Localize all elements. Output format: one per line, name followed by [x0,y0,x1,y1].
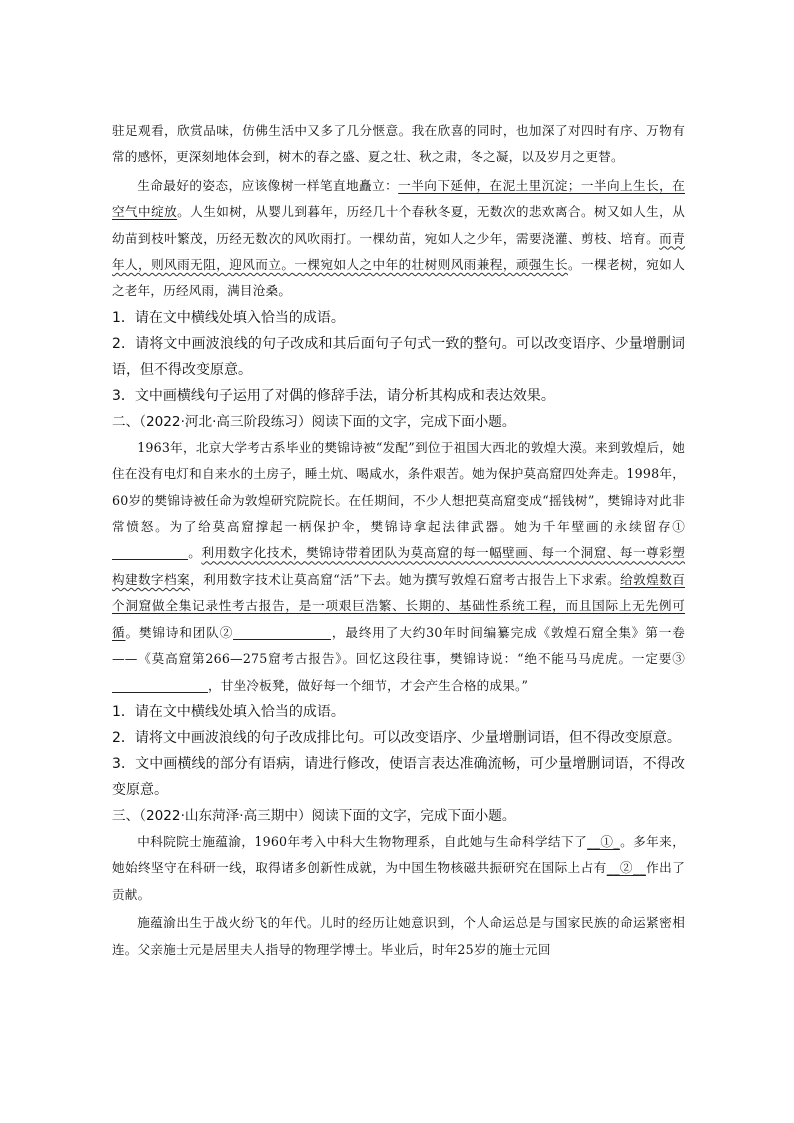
blank-marker-3: ③ [672,651,685,667]
paragraph-1: 驻足观看，欣赏品味，仿佛生活中又多了几分惬意。我在欣喜的同时，也加深了对四时有序、万物有常的感怀，更深刻地体会到，树木的春之盛、夏之壮、秋之肃，冬之凝，以及岁月之更替。 [112,123,685,165]
question-1-3: 3．文中画横线句子运用了对偶的修辞手法，请分析其构成和表达效果。 [112,387,555,404]
s2-text-2: 。 [188,545,202,561]
blank-marker-1: ① [672,519,685,535]
s2-text-1: 1963年，北京大学考古系毕业的樊锦诗被“发配”到位于祖国大西北的敦煌大漠。来到敦煌后，她住在没有电灯和自来水的土房子，睡土炕、喝咸水，条件艰苦。她为保护莫高窟四处奔走。1998年，60岁的樊锦诗被任命为敦煌研究院院长。在任期间，不少人想把莫高窟变成“摇钱树”，樊锦诗对此非常愤怒。为了给莫高窟撑起一柄保护伞，樊锦诗拿起法律武器。她为千年壁画的永续留存 [112,439,685,535]
p2-wavy-sentence: 而青年人，则风雨无阻，迎风而立。 [112,230,685,273]
section-2-title: 二、（2022·河北·高三阶段练习）阅读下面的文字，完成下面小题。 [112,413,516,430]
paragraph-2 [112,173,685,305]
s2-text-8: ，甘坐冷板凳，做好每一个细节，才会产生合格的成果。” [208,677,529,693]
s2-text-6: 。樊锦诗和团队 [125,624,220,640]
blank-marker-2: ② [219,624,234,640]
s2-text-4: ，利用数字技术让莫高窟“活”下去。她为撰写敦煌石窟考古报告上下求索。 [190,571,621,587]
blank-marker-s3-2[interactable]: __②__ [606,860,646,876]
section-3-paragraph-1 [112,829,685,908]
s2-wavy-sentence: 利用数字化技术，樊锦诗带着团队为莫高窟的每一幅壁画、每一个洞窟、每一尊彩塑构建数字档案 [112,545,686,587]
p2-text-f: 。一棵老树，宛如人之老年，历经风雨，满目沧桑。 [112,257,685,299]
p2-underlined-antithesis: 一半向下延伸，在泥土里沉淀；一半向上生长，在空气中绽放 [112,177,685,220]
document-page [112,118,685,963]
s2-underlined-sentence: 给敦煌数百个洞窟做全集记录性考古报告，是一项艰巨浩繁、长期的、基础性系统工程，而且国际上无先例可循 [112,571,685,640]
p2-text-a: 生命最好的姿态，应该像树一样笔直地矗立： [137,177,399,193]
blank-marker-s3-1[interactable]: __①_ [587,833,620,849]
p2-wavy-sentence-2: 一棵宛如人之中年的壮树则风雨兼程，顽强生长 [294,257,568,273]
s2-text-7: ，最终用了大约30年时间编纂完成《敦煌石窟全集》第一卷——《莫高窟第266—275窟考古报告》。回忆这段往事，樊锦诗说：“绝不能马马虎虎。一定要 [112,624,685,667]
p2-text-c: 。人生如树，从婴儿到暮年，历经几十个春秋冬夏，无数次的悲欢离合。树又如人生，从幼苗到枝叶繁茂，历经无数次的风吹雨打。一棵幼苗，宛如人之少年，需要浇灌、剪枝、培育。 [112,204,685,246]
question-2-1: 1．请在文中横线处填入恰当的成语。 [112,703,345,720]
blank-1[interactable] [112,543,188,560]
section-3-paragraph-2: 施蕴渝出生于战火纷飞的年代。儿时的经历让她意识到，个人命运总是与国家民族的命运紧密相连。父亲施士元是居里夫人指导的物理学博士。毕业后，时年25岁的施士元回 [112,915,685,957]
s3-text-2: 。多年来，她始终坚守在科研一线，取得诸多创新性成就，为中国生物核磁共振研究在国际上占有 [112,833,685,876]
section-3-title: 三、（2022·山东菏泽·高三期中）阅读下面的文字，完成下面小题。 [112,807,516,824]
section-2-passage [112,435,685,699]
question-2-3: 3．文中画横线的部分有语病，请进行修改，使语言表达准确流畅，可少量增删词语，不得改变原意。 [112,755,685,798]
blank-3[interactable] [112,676,208,693]
blank-2[interactable] [233,623,331,640]
s3-text-3: 作出了贡献。 [112,860,685,902]
question-2-2: 2．请将文中画波浪线的句子改成排比句。可以改变语序、少量增删词语，但不得改变原意。 [112,729,681,746]
question-1-1: 1．请在文中横线处填入恰当的成语。 [112,309,345,326]
question-1-2: 2．请将文中画波浪线的句子改成和其后面句子句式一致的整句。可以改变语序、少量增删词语，但不得改变原意。 [112,335,685,378]
s3-text-1: 中科院院士施蕴渝，1960年考入中科大生物物理系，自此她与生命科学结下了 [137,833,588,849]
